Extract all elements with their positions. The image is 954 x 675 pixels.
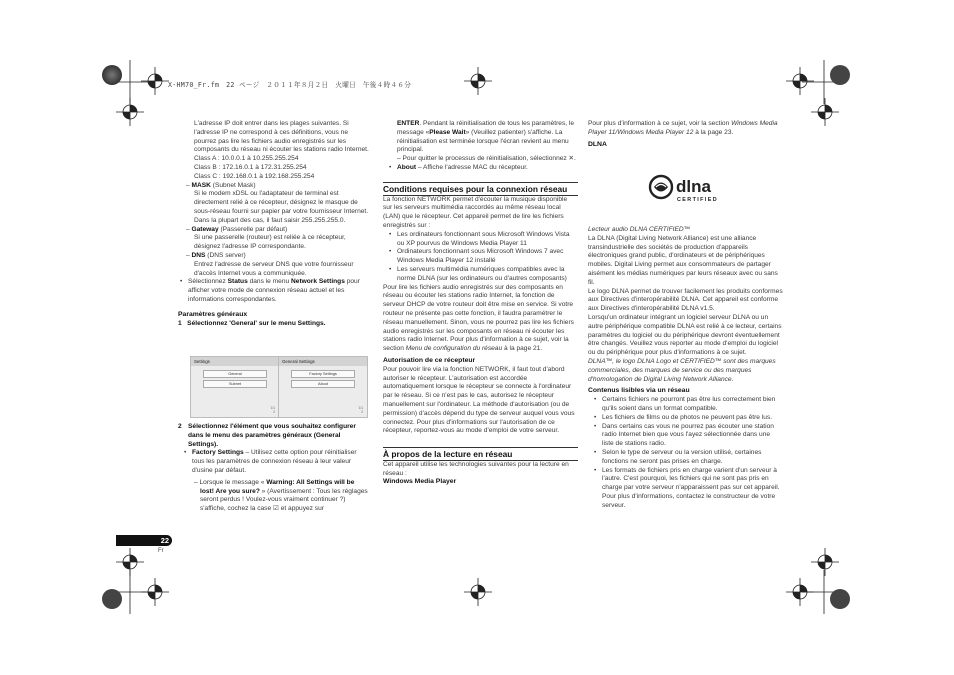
- registration-dot-bottom-right: [829, 588, 851, 610]
- column-3: [588, 120, 783, 149]
- requirement-bullet: • Les ordinateurs fonctionnant sous Microsoft Windows Vista ou XP pourvus de Windows Media Player 11: [383, 231, 578, 249]
- step-2: 2 Sélectionnez l'élément que vous souhaitez configurer dans le menu des paramètres généraux (General Settings).: [178, 423, 356, 448]
- dlna-logo-description: Le logo DLNA permet de trouver facilement les produits conformes aux Directives d'interopérabilité DLNA. Cet appareil est conforme aux Directives d'interopérabilité DLNA v1.5.: [588, 287, 783, 313]
- gateway-text: Si une passerelle (routeur) est reliée à ce récepteur, désignez l'adresse IP correspondante.: [194, 234, 346, 251]
- dlna-trademark: DLNA™, le logo DLNA Logo et CERTIFIED™ sont des marques commerciales, des marques de service ou des marques d'homologation de Digital Living Network Alliance.: [588, 357, 776, 383]
- print-header: X-HM70_Fr.fm 22 ページ ２０１１年８月２日 火曜日 午後４時４６分: [168, 81, 412, 89]
- playable-content-heading: Contenus lisibles via un réseau: [588, 387, 690, 395]
- svg-text:CERTIFIED: CERTIFIED: [677, 197, 719, 203]
- settings-screen-image: [190, 356, 280, 418]
- dns-heading: – DNS (DNS server): [186, 251, 246, 259]
- registration-target: [464, 578, 492, 606]
- status-bullet: • Sélectionnez Status dans le menu Network Settings pour afficher votre mode de connexion réseau actuel et les informations correspondantes.: [174, 278, 370, 304]
- general-params-heading: Paramètres généraux: [178, 310, 248, 318]
- registration-target: [786, 578, 814, 606]
- screen-button-about: About: [291, 380, 355, 388]
- screen-title: Settings: [191, 357, 279, 366]
- class-b: Class B : 172.16.0.1 à 172.31.255.254: [194, 163, 307, 171]
- step-1: 1 Sélectionnez 'General' sur le menu Settings.: [178, 319, 326, 327]
- gateway-heading: – Gateway (Passerelle par défaut): [186, 225, 288, 233]
- about-bullet: • About – Affiche l'adresse MAC du récepteur.: [383, 164, 578, 173]
- dlna-certified-logo: [648, 170, 728, 206]
- mask-text: Si le modem xDSL ou l'adaptateur de terminal est directement relié à ce récepteur, désignez le masque de sous-réseau fourni sur papier par votre fournisseur Internet. Dans la plupart des cas, il faut saisir 255.255.255.0.: [194, 190, 369, 224]
- screen-footer: 1/1 2: [270, 406, 275, 414]
- authorization-paragraph: Pour pouvoir lire via la fonction NETWORK, il faut tout d'abord autoriser le récepteur. L'autorisation est accordée automatiquement lorsque le récepteur se connecte à l'ordinateur par le réseau. Si ce n'est pas le cas, autorisez le récepteur manuellement sur l'ordinateur. La méthode d'autorisation (ou de permission) d'accès dépend du type de serveur auquel vous vous connectez. Pour plus d'informations sur l'autorisation de ce récepteur, reportez-vous au mode d'emploi de votre serveur.: [383, 365, 575, 435]
- svg-text:dlna: dlna: [676, 177, 711, 196]
- network-requirements-intro: La fonction NETWORK permet d'écouter la musique disponible sur les serveurs multimédia raccordés au même réseau local (LAN) que le récepteur. Cet appareil permet de lire les fichiers enregistrés sur :: [383, 195, 568, 229]
- dlna-heading: DLNA: [588, 140, 607, 148]
- registration-target: [116, 98, 144, 126]
- screen-button-factory-settings: Factory Settings: [291, 370, 355, 378]
- windows-media-player-heading: Windows Media Player: [383, 478, 457, 486]
- screen-title: General Settings: [279, 357, 367, 366]
- page-language: Fr: [158, 548, 164, 554]
- registration-target: [786, 67, 814, 95]
- column-3-lower: [588, 226, 783, 511]
- content-bullet: • Dans certains cas vous ne pourrez pas écouter une station radio Internet bien que vous l'ayez sélectionnée dans une liste de stations radio.: [588, 423, 783, 449]
- dlna-server-note: Lorsqu'un ordinateur intégrant un logiciel serveur DLNA ou un autre périphérique compatible DLNA est relié à ce lecteur, certains paramètres du logiciel ou du périphérique devront éventuellement être changés. Veuillez vous reporter au mode d'emploi du logiciel ou du périphérique pour plus d'informations à ce sujet.: [588, 313, 782, 357]
- column-1: [180, 120, 370, 328]
- factory-settings-bullet: • Factory Settings – Utilisez cette option pour réinitialiser tous les paramètres de connexion réseau à leur valeur d'usine par défaut.: [178, 449, 370, 475]
- network-playback-heading: À propos de la lecture en réseau: [383, 447, 578, 461]
- content-bullet: • Les fichiers de films ou de photos ne peuvent pas être lus.: [588, 414, 783, 423]
- factory-settings-warning: – Lorsque le message « Warning: All Settings will be lost! Are you sure? » (Avertissement : Tous les réglages seront perdus ! Voulez-vous vraiment continuer ?) s'affiche, cochez la case ☑ et appuyez sur: [194, 478, 368, 513]
- network-requirements-heading: Conditions requises pour la connexion réseau: [383, 182, 578, 196]
- quit-text: – Pour quitter le processus de réinitialisation, sélectionnez ✕.: [397, 155, 576, 163]
- page-number: 22: [116, 535, 172, 546]
- screen-button-general: General: [203, 370, 267, 378]
- registration-dot-top-left: [101, 64, 123, 86]
- requirement-bullet: • Les serveurs multimédia numériques compatibles avec la norme DLNA (sur les ordinateurs ou d'autres composants): [383, 266, 578, 284]
- content-bullet: • Selon le type de serveur ou la version utilisé, certaines fonctions ne seront pas prises en charge.: [588, 449, 783, 467]
- screen-button-subnet: Subnet: [203, 380, 267, 388]
- column-2: [383, 120, 578, 487]
- registration-target: [464, 67, 492, 95]
- mask-heading: – MASK (Subnet Mask): [186, 181, 256, 189]
- dlna-description: La DLNA (Digital Living Network Alliance) est une alliance transindustrielle des sociétés de production d'appareils électroniques grand public, d'ordinateurs et de périphériques mobiles. Digital Living permet aux consommateurs de partager aisément les médias numériques par leurs réseaux avec ou sans fil.: [588, 234, 778, 286]
- registration-target: [116, 548, 144, 576]
- content-bullet: • Les formats de fichiers pris en charge varient d'un serveur à l'autre. C'est pourquoi, les fichiers qui ne sont pas pris en charge par votre serveur n'apparaissent pas sur cet appareil. Pour plus d'informations, contactez le constructeur de votre serveur.: [588, 467, 783, 511]
- registration-target: [141, 67, 169, 95]
- registration-target: [811, 548, 839, 576]
- class-c: Class C : 192.168.0.1 à 192.168.255.254: [194, 172, 315, 180]
- registration-dot-top-right: [829, 64, 851, 86]
- ip-range-intro: L'adresse IP doit entrer dans les plages suivantes. Si l'adresse IP ne correspond à ces définitions, vous ne pourrez pas lire les fichiers audio enregistrés sur les composants du réseau ni écouter les stations radio Internet.: [194, 120, 369, 154]
- dns-text: Entrez l'adresse de serveur DNS que votre fournisseur d'accès Internet vous a communiquée.: [194, 260, 354, 277]
- column-1-lower: [180, 423, 370, 514]
- wmp-reference: Pour plus d'information à ce sujet, voir la section Windows Media Player 11/Windows Media Player 12 à la page 23.: [588, 120, 778, 136]
- requirement-bullet: • Ordinateurs fonctionnant sous Microsoft Windows 7 avec Windows Media Player 12 installé: [383, 248, 578, 266]
- screen-footer: 1/1 2: [358, 406, 363, 414]
- network-playback-intro: Cet appareil utilise les technologies suivantes pour la lecture en réseau :: [383, 460, 569, 477]
- authorization-heading: Autorisation de ce récepteur: [383, 356, 476, 364]
- enter-text: ENTER. Pendant la réinitialisation de tous les paramètres, le message «Please Wait» (Veuillez patienter) s'affiche. La réinitialisation est terminée lorsque l'écran revient au menu principal.: [397, 120, 575, 154]
- content-bullet: • Certains fichiers ne pourront pas être lus correctement bien qu'ils soient dans un format compatible.: [588, 396, 783, 414]
- dhcp-paragraph: Pour lire les fichiers audio enregistrés sur des composants en réseau ou écouter les stations radio Internet, la fonction de serveur DHCP de votre routeur doit être mise en service. Si votre routeur ne présente pas cette fonction, il faudra paramétrer le réseau manuellement. Sinon, vous ne pourrez pas lire les fichiers audio enregistrés sur les composants en réseau ni écouter les stations radio Internet. Pour plus d'information à ce sujet, voir la section Menu de configuration du réseau à la page 21.: [383, 283, 574, 353]
- registration-target: [141, 578, 169, 606]
- dlna-caption: Lecteur audio DLNA CERTIFIED™: [588, 226, 691, 233]
- general-settings-screen-image: [278, 356, 368, 418]
- registration-dot-bottom-left: [101, 588, 123, 610]
- class-a: Class A : 10.0.0.1 à 10.255.255.254: [194, 155, 299, 163]
- registration-target: [811, 98, 839, 126]
